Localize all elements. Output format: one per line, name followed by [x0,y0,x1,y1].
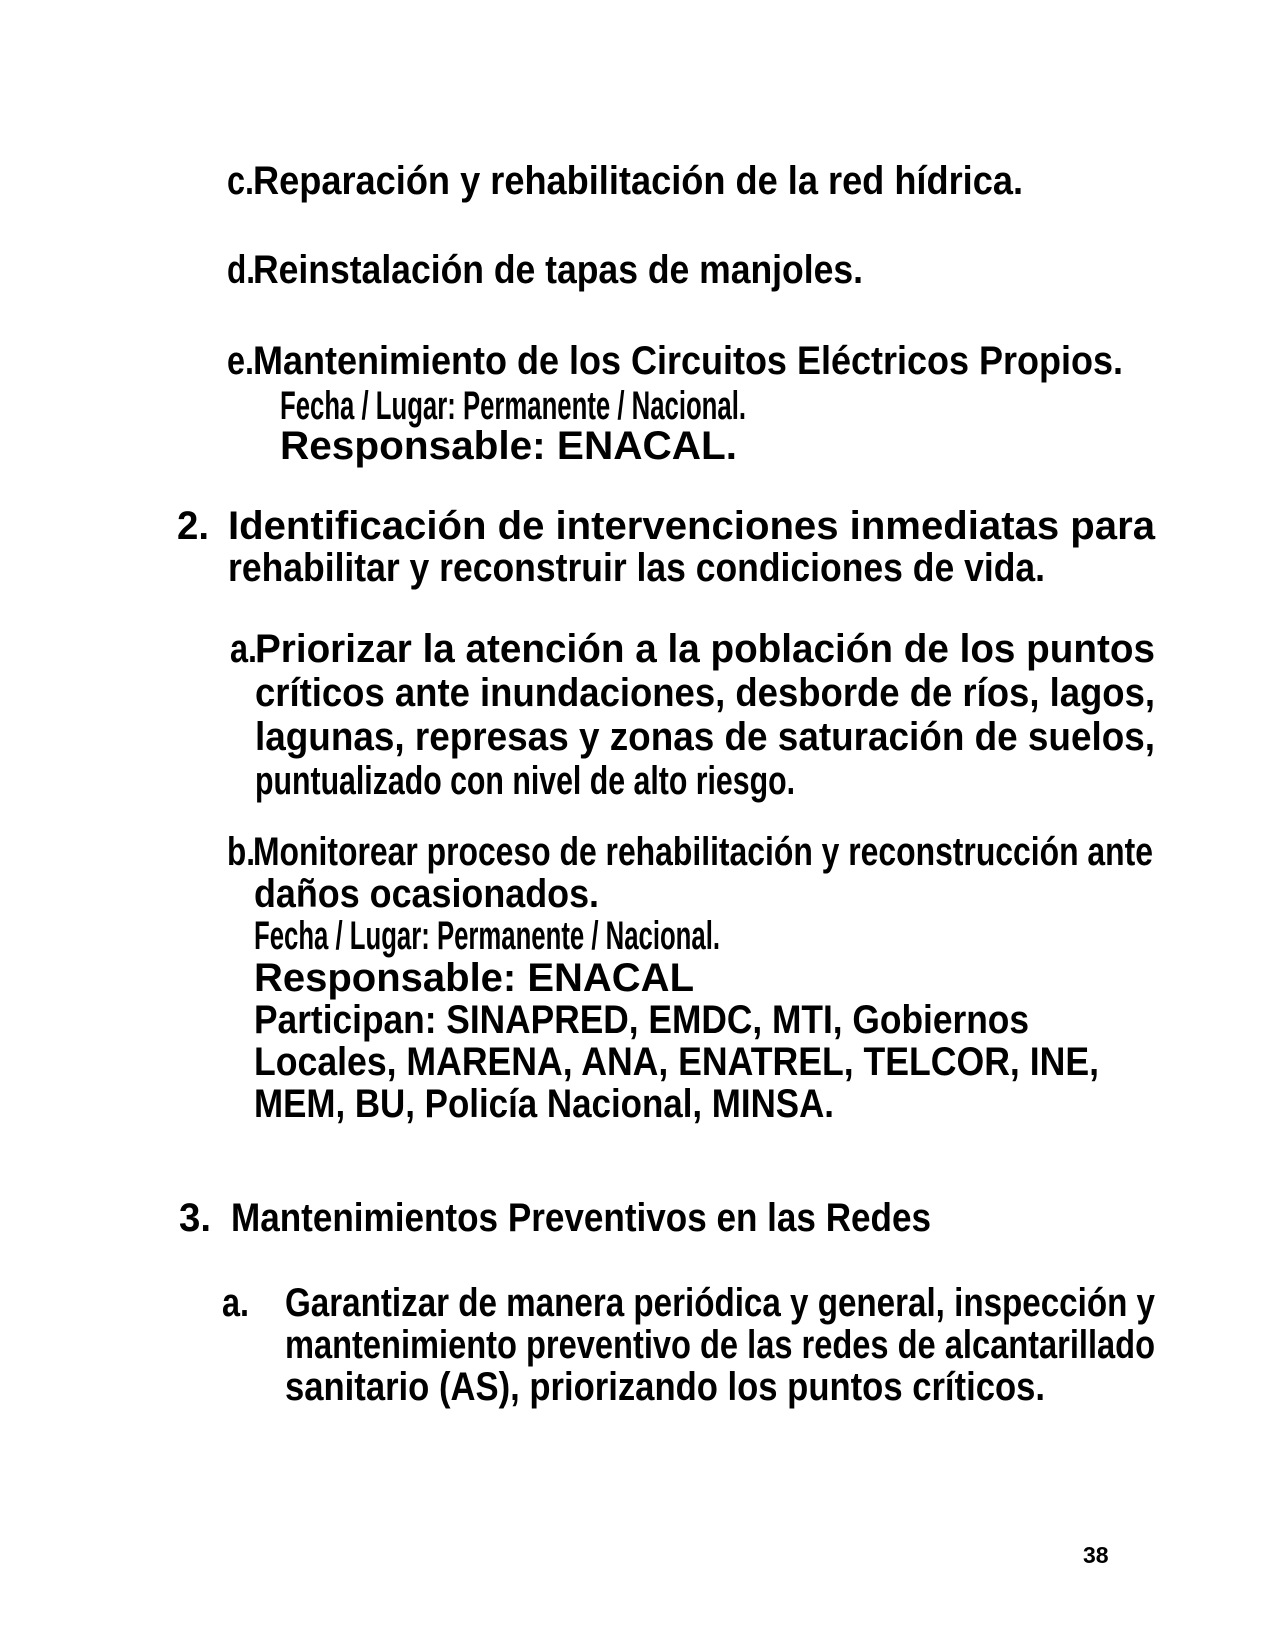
item-e-marker: e. [227,339,254,383]
item-2a-marker: a. [230,627,257,671]
section-2-title-line-2: rehabilitar y reconstruir las condiciones de vida. [228,546,1045,590]
item-2a-line-4: puntualizado con nivel de alto riesgo. [255,759,795,803]
item-2a-line-1: Priorizar la atención a la población de los puntos [255,627,1155,671]
item-e-text: Mantenimiento de los Circuitos Eléctricos Propios. [253,339,1123,383]
section-3-title: Mantenimientos Preventivos en las Redes [231,1196,931,1240]
item-e-responsable: Responsable: ENACAL. [280,424,737,468]
item-2a-line-3: lagunas, represas y zonas de saturación de suelos, [255,715,1155,759]
item-c-text: Reparación y rehabilitación de la red hídrica. [253,159,1023,203]
item-2b-line-1: Monitorear proceso de rehabilitación y reconstrucción ante [253,830,1153,874]
item-2b-responsable: Responsable: ENACAL [254,956,694,1000]
item-2b-participan-line-1: Participan: SINAPRED, EMDC, MTI, Gobiernos [254,998,1029,1042]
section-2-title-line-1: Identificación de intervenciones inmediatas para [228,504,1156,548]
item-2b-fecha-lugar: Fecha / Lugar: Permanente / Nacional. [254,914,720,958]
item-3a-line-3: sanitario (AS), priorizando los puntos críticos. [285,1365,1045,1409]
item-e-fecha-lugar: Fecha / Lugar: Permanente / Nacional. [280,384,746,428]
item-c-marker: c. [227,159,254,203]
item-2b-participan-line-3: MEM, BU, Policía Nacional, MINSA. [254,1082,834,1126]
item-2b-line-2: daños ocasionados. [254,872,599,916]
item-3a-line-1: Garantizar de manera periódica y general, inspección y [285,1281,1156,1325]
item-2b-marker: b. [227,830,255,874]
item-3a-marker: a. [222,1281,249,1325]
section-3-marker: 3. [179,1196,211,1240]
item-2a-line-2: críticos ante inundaciones, desborde de ríos, lagos, [255,671,1155,715]
section-2-marker: 2. [177,504,209,548]
item-3a-line-2: mantenimiento preventivo de las redes de alcantarillado [285,1323,1155,1367]
page-number: 38 [1083,1542,1109,1568]
item-d-text: Reinstalación de tapas de manjoles. [253,248,863,292]
item-2b-participan-line-2: Locales, MARENA, ANA, ENATREL, TELCOR, INE, [254,1040,1099,1084]
item-d-marker: d. [227,248,255,292]
